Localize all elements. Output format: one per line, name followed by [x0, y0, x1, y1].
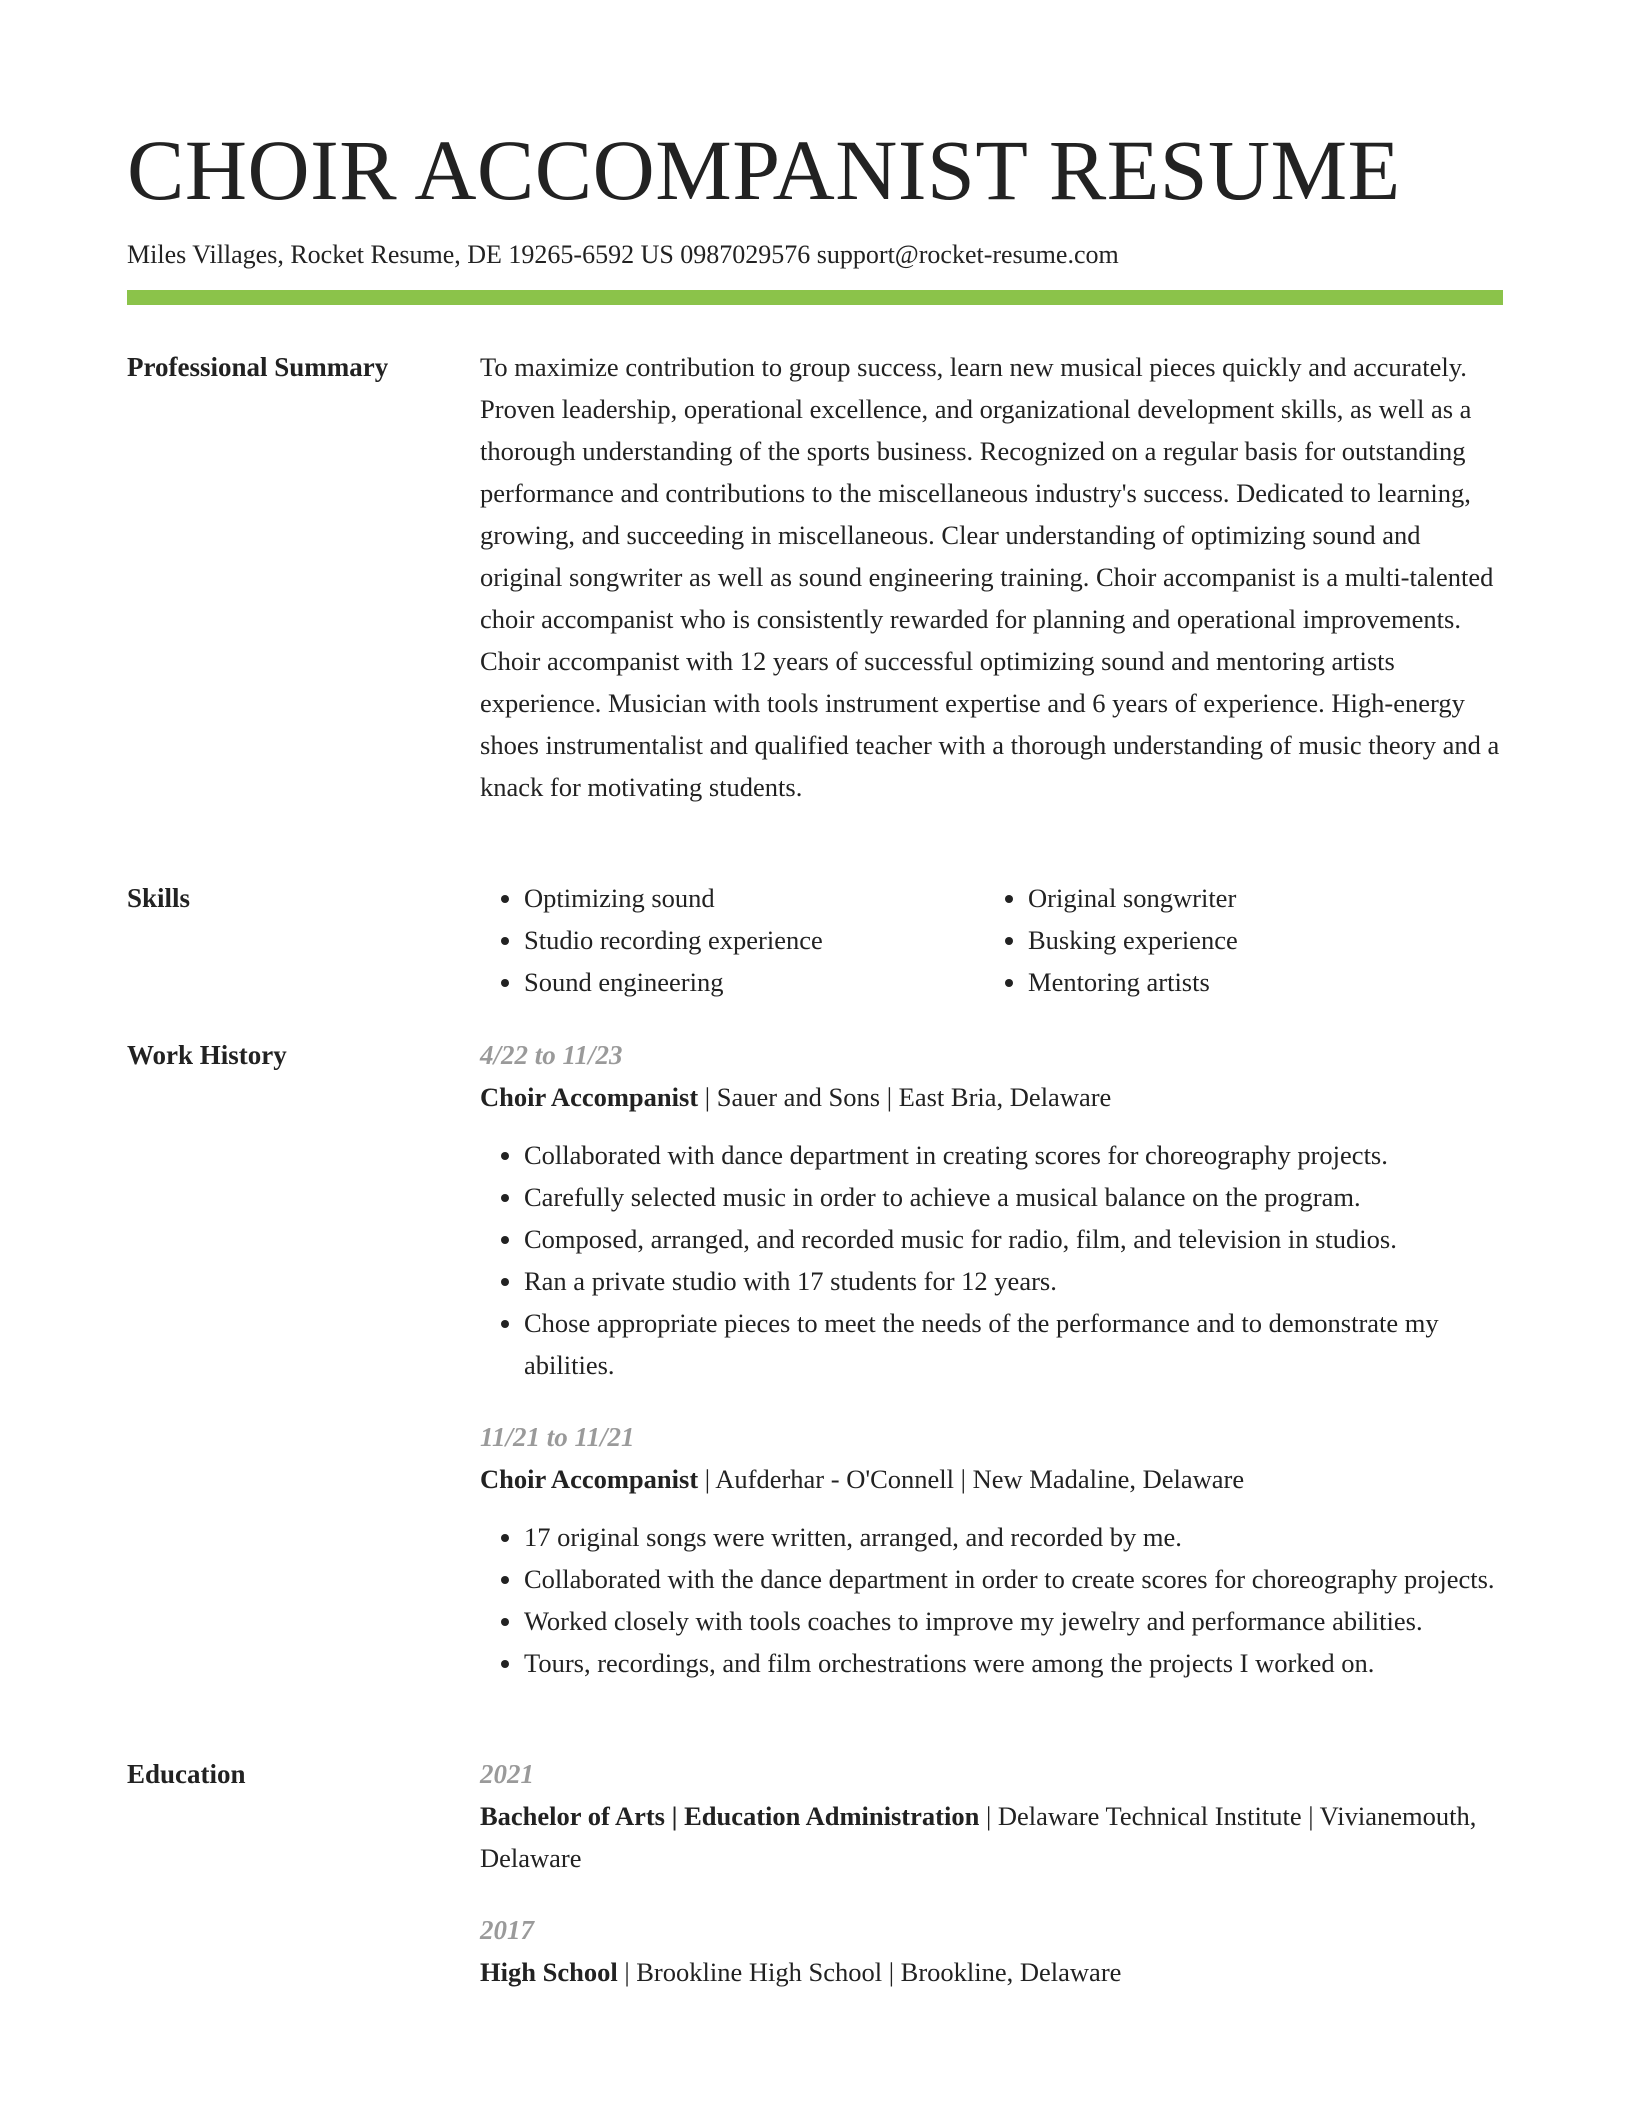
- job-employer-location: | Sauer and Sons | East Bria, Delaware: [698, 1082, 1112, 1112]
- job-dates: 11/21 to 11/21: [480, 1422, 635, 1452]
- job-bullet: • Collaborated with dance department in creating scores for choreography projects.: [524, 1134, 1503, 1176]
- resume-header: [127, 122, 1503, 305]
- job-bullet: • Carefully selected music in order to achieve a musical balance on the program.: [524, 1176, 1503, 1218]
- skills-columns: [480, 877, 1503, 1003]
- degree-title: High School: [480, 1957, 618, 1987]
- job-employer-location: | Aufderhar - O'Connell | New Madaline, Delaware: [698, 1464, 1245, 1494]
- job-header: [480, 1458, 1503, 1500]
- education-year: 2021: [480, 1759, 534, 1789]
- section-label-education: Education: [127, 1759, 246, 1789]
- skill-item: • Mentoring artists: [1028, 961, 1488, 1003]
- job-bullet: • Composed, arranged, and recorded music for radio, film, and television in studios.: [524, 1218, 1503, 1260]
- job-bullets: [480, 1134, 1503, 1386]
- job-title: Choir Accompanist: [480, 1082, 699, 1112]
- job-bullet: • Worked closely with tools coaches to improve my jewelry and performance abilities.: [524, 1600, 1503, 1642]
- contact-line: Miles Villages, Rocket Resume, DE 19265-6592 US 0987029576 support@rocket-resume.com: [127, 240, 1119, 269]
- education-header: [480, 1795, 1503, 1879]
- job-entry: [480, 1034, 1503, 1386]
- job-bullets: [480, 1516, 1503, 1684]
- job-bullet: • Ran a private studio with 17 students for 12 years.: [524, 1260, 1503, 1302]
- skill-item: • Studio recording experience: [524, 919, 984, 961]
- job-bullet: • 17 original songs were written, arranged, and recorded by me.: [524, 1516, 1503, 1558]
- job-bullet: • Tours, recordings, and film orchestrations were among the projects I worked on.: [524, 1642, 1503, 1684]
- school-location: | Brookline High School | Brookline, Delaware: [617, 1957, 1122, 1987]
- job-header: [480, 1076, 1503, 1118]
- skills-column-left: [480, 877, 984, 1003]
- section-label-work: Work History: [127, 1040, 287, 1070]
- skill-item: • Sound engineering: [524, 961, 984, 1003]
- accent-divider: [127, 290, 1503, 305]
- skills-column-right: [984, 877, 1488, 1003]
- education-entry: [480, 1909, 1503, 1993]
- section-label-skills: Skills: [127, 883, 191, 913]
- job-bullet: • Collaborated with the dance department in order to create scores for choreography projects.: [524, 1558, 1503, 1600]
- school-location: | Delaware Technical Institute | Vivianemouth, Delaware: [480, 1801, 1477, 1873]
- work-body: [480, 1034, 1503, 1684]
- resume-title: CHOIR ACCOMPANIST RESUME: [127, 122, 1401, 218]
- skill-item: • Original songwriter: [1028, 877, 1488, 919]
- skill-item: • Optimizing sound: [524, 877, 984, 919]
- degree-title: Bachelor of Arts | Education Administration: [480, 1801, 980, 1831]
- job-entry: [480, 1416, 1503, 1684]
- job-dates: 4/22 to 11/23: [480, 1040, 623, 1070]
- skill-item: • Busking experience: [1028, 919, 1488, 961]
- job-bullet: • Chose appropriate pieces to meet the needs of the performance and to demonstrate my abilities.: [524, 1302, 1503, 1386]
- education-entry: [480, 1753, 1503, 1879]
- education-header: [480, 1951, 1503, 1993]
- summary-body: [480, 346, 1503, 808]
- skills-list-left: [480, 877, 984, 1003]
- skills-list-right: [984, 877, 1488, 1003]
- skills-body: [480, 877, 1503, 1003]
- job-title: Choir Accompanist: [480, 1464, 699, 1494]
- summary-text: To maximize contribution to group success, learn new musical pieces quickly and accurately. Proven leadership, operational excellence, and organizational development skills, as well as a thorough understanding of the sports business. Recognized on a regular basis for outstanding performance and contributions to the miscellaneous industry's success. Dedicated to learning, growing, and succeeding in miscellaneous. Clear understanding of optimizing sound and original songwriter as well as sound engineering training. Choir accompanist is a multi-talented choir accompanist who is consistently rewarded for planning and operational improvements. Choir accompanist with 12 years of successful optimizing sound and mentoring artists experience. Musician with tools instrument expertise and 6 years of experience. High-energy shoes instrumentalist and qualified teacher with a thorough understanding of music theory and a knack for motivating students.: [480, 352, 1500, 802]
- education-body: [480, 1753, 1503, 1993]
- education-year: 2017: [480, 1915, 534, 1945]
- section-label-summary: Professional Summary: [127, 352, 389, 382]
